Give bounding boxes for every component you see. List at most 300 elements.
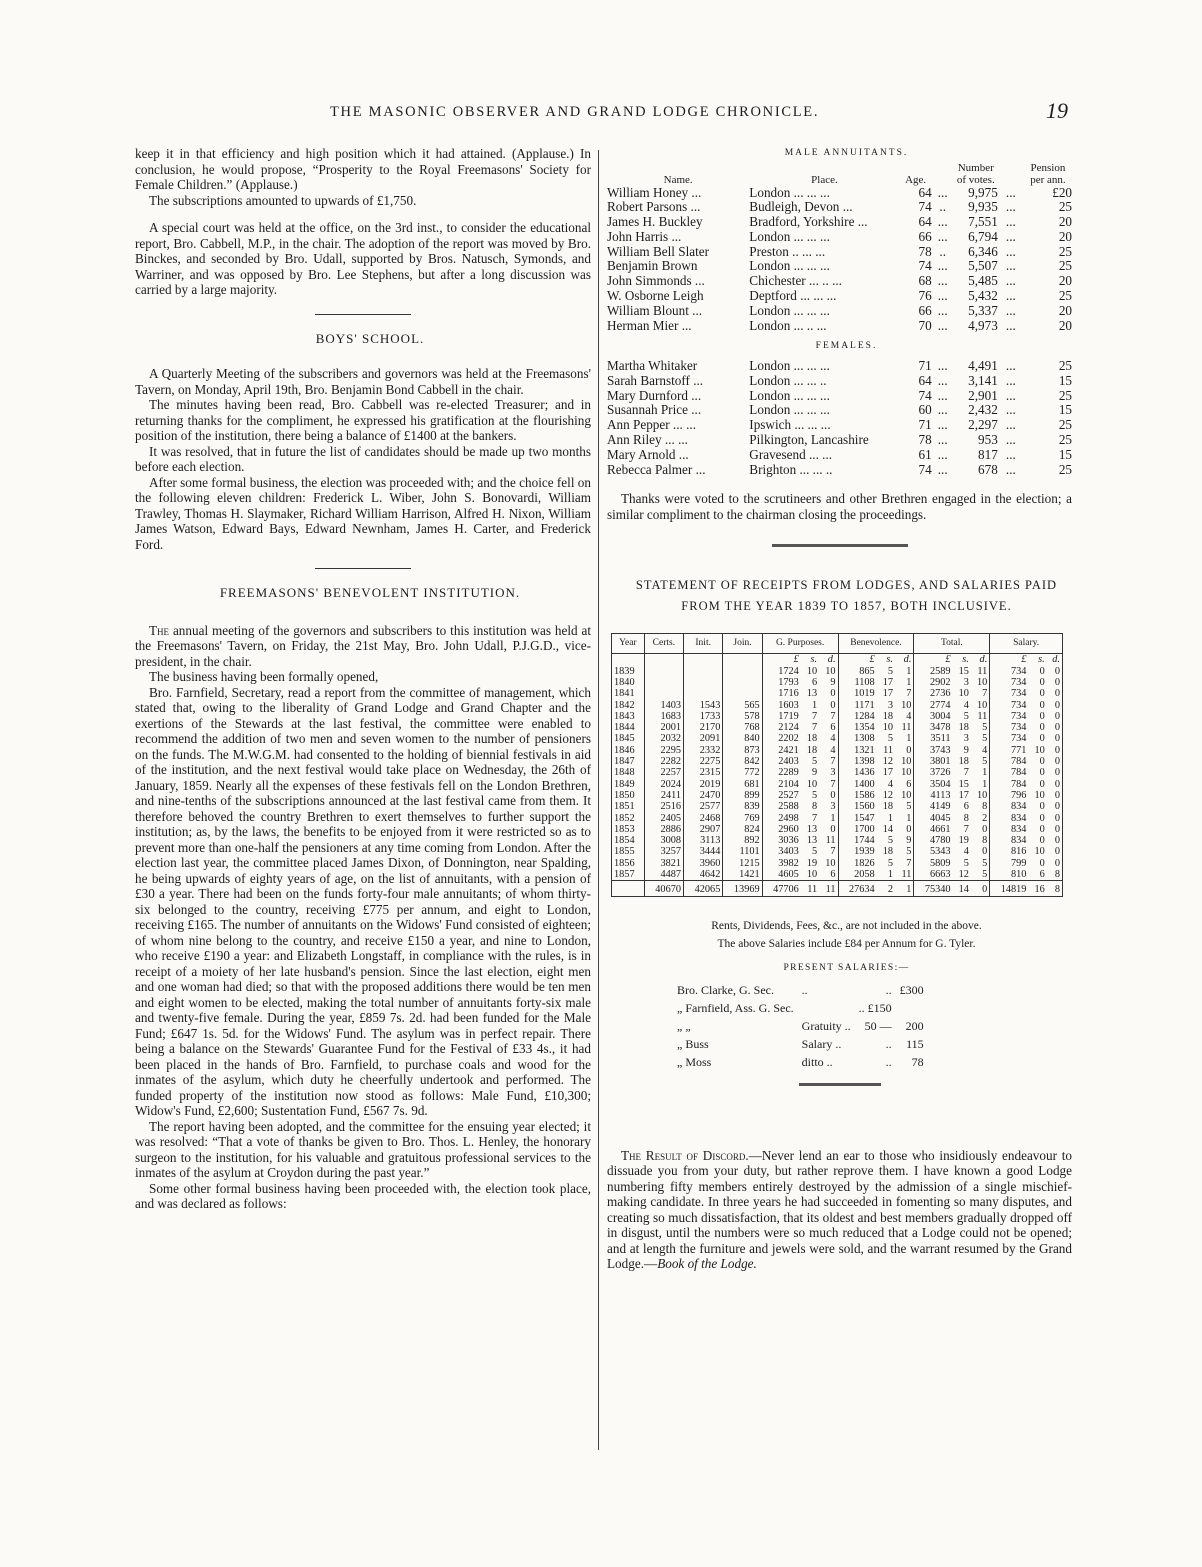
- paragraph: Some other formal business having been proceeded with, the election took place, and was declared as follows:: [135, 1180, 591, 1211]
- leader-dots: ...: [937, 461, 948, 477]
- table-cell: [723, 654, 762, 666]
- column-divider: [598, 150, 599, 1450]
- value-cell: 1: [906, 665, 912, 677]
- value-cell: 0: [1039, 823, 1045, 835]
- annuitant-name: Ann Pepper ... ...: [607, 417, 697, 433]
- annuitant-age: 66: [918, 302, 932, 318]
- value-cell: 0: [1039, 835, 1045, 847]
- value-cell: 7: [830, 756, 836, 768]
- leader-dots: ...: [937, 302, 948, 318]
- note-tyler: The above Salaries include £84 per Annum for G. Tyler.: [717, 938, 976, 951]
- col-votes: Number of votes.: [956, 161, 995, 186]
- paragraph: The business having been formally opened,: [149, 669, 379, 684]
- annuitant-place: Pilkington, Lancashire: [749, 431, 869, 447]
- value-cell: 1547: [838, 813, 877, 824]
- salary-item: Salary ..: [801, 1036, 842, 1051]
- value-cell: 27634: [838, 881, 877, 897]
- value-cell: 565: [723, 700, 762, 711]
- annuitant-place: London ... ... ...: [749, 258, 830, 274]
- annuitant-votes: 4,491: [968, 357, 998, 373]
- publication-title: THE MASONIC OBSERVER AND GRAND LODGE CHRONICLE.: [330, 104, 820, 120]
- unit-label: d.: [903, 654, 912, 666]
- paragraph: It was resolved, that in future the list of candidates should be made up two months before each election.: [135, 443, 591, 474]
- value-cell: 7: [830, 710, 836, 722]
- value-cell: 6: [906, 778, 912, 790]
- value-cell: 13969: [723, 881, 762, 897]
- value-cell: 834: [990, 801, 1029, 812]
- annuitant-votes: 817: [978, 446, 998, 462]
- value-cell: 3004: [914, 711, 953, 722]
- annuitant-place: London ... ... ...: [749, 184, 830, 200]
- paragraph: annual meeting of the governors and subscribers to this institution was held at the Freemasons' Tavern, on Friday, the 21st May, Bro. John Udall, P.J.G.D., vice-president, in the chair.: [135, 622, 591, 669]
- leader-dots: ...: [937, 214, 948, 230]
- salary-mid: .. £150: [858, 1000, 892, 1015]
- value-cell: 1586: [838, 790, 877, 801]
- annuitant-age: 66: [918, 228, 932, 244]
- table-row: [612, 666, 1063, 677]
- annuitant-pension: 20: [1058, 317, 1072, 333]
- annuitant-age: 68: [918, 273, 932, 289]
- value-cell: 7: [982, 688, 988, 700]
- value-cell: [723, 666, 762, 677]
- leader-dots: ...: [1005, 417, 1016, 433]
- value-cell: 1939: [838, 846, 877, 857]
- running-header: [0, 100, 1202, 128]
- annuitant-place: London ... .. ...: [749, 317, 827, 333]
- value-cell: 0: [1039, 722, 1045, 734]
- value-cell: 10: [901, 789, 912, 801]
- table-row: [612, 711, 1063, 722]
- leader-dots: ...: [1005, 214, 1016, 230]
- salary-row: [673, 999, 928, 1017]
- note-rents: Rents, Dividends, Fees, &c., are not included in the above.: [711, 920, 982, 933]
- annuitant-row: [607, 289, 1072, 304]
- year-cell: 1848: [612, 767, 645, 778]
- value-cell: 0: [1047, 813, 1063, 824]
- column-header: Year: [612, 634, 645, 654]
- value-cell: 8: [982, 801, 988, 813]
- value-cell: 1: [906, 812, 912, 824]
- value-cell: 9: [963, 744, 969, 756]
- value-cell: 2405: [644, 813, 683, 824]
- value-cell: 7: [906, 857, 912, 869]
- value-cell: 1215: [723, 858, 762, 869]
- value-cell: 10: [806, 868, 818, 880]
- annuitant-name: Ann Riley ... ...: [607, 431, 688, 447]
- annuitant-votes: 2,432: [968, 402, 998, 418]
- leader-dots: ...: [1005, 461, 1016, 477]
- salary-holder: „ „: [677, 1018, 691, 1033]
- value-cell: 1171: [838, 700, 877, 711]
- annuitant-age: 78: [918, 431, 932, 447]
- value-cell: 3504: [914, 779, 953, 790]
- annuitant-votes: 3,141: [968, 372, 998, 388]
- annuitant-pension: 25: [1058, 288, 1072, 304]
- annuitant-age: 61: [918, 446, 932, 462]
- salary-holder: „ Moss: [677, 1054, 712, 1069]
- value-cell: 5343: [914, 846, 953, 857]
- unit-label: £: [838, 654, 877, 666]
- value-cell: 816: [990, 846, 1029, 857]
- column-header: Certs.: [644, 634, 683, 654]
- leader-dots: ..: [939, 243, 946, 259]
- leader-dots: ...: [937, 431, 948, 447]
- value-cell: 5: [963, 710, 969, 722]
- annuitant-name: William Honey ...: [607, 184, 702, 200]
- salary-amount: 115: [906, 1036, 924, 1051]
- value-cell: 6: [830, 868, 836, 880]
- col-place: Place.: [811, 173, 838, 186]
- value-cell: 18: [882, 801, 893, 813]
- male-annuitants-rows: [607, 186, 1072, 334]
- value-cell: 7: [811, 812, 818, 824]
- value-cell: 5: [887, 733, 893, 745]
- value-cell: 10: [976, 699, 988, 711]
- value-cell: 1733: [684, 711, 723, 722]
- annuitant-place: Preston .. ... ...: [749, 243, 826, 259]
- value-cell: 2257: [644, 767, 683, 778]
- value-cell: 2774: [914, 700, 953, 711]
- table-row: [612, 790, 1063, 801]
- salary-holder: Bro. Clarke, G. Sec.: [677, 982, 774, 997]
- value-cell: 842: [723, 756, 762, 767]
- value-cell: 10: [882, 722, 893, 734]
- value-cell: 7: [811, 722, 818, 734]
- value-cell: 13: [806, 823, 818, 835]
- value-cell: 1398: [838, 756, 877, 767]
- value-cell: 0: [1047, 846, 1063, 857]
- value-cell: [723, 677, 762, 688]
- salary-mid: 50 —: [864, 1018, 892, 1033]
- column-header: Benevolence.: [838, 634, 914, 654]
- annuitant-pension: 25: [1058, 357, 1072, 373]
- annuitant-place: Chichester ... .. ...: [749, 273, 842, 289]
- value-cell: 0: [1047, 677, 1063, 688]
- value-cell: 0: [830, 789, 836, 801]
- value-cell: 2: [877, 881, 895, 897]
- value-cell: 2577: [684, 801, 723, 812]
- unit-label: £: [990, 654, 1029, 666]
- value-cell: 2058: [838, 869, 877, 881]
- salary-amount: £300: [899, 982, 924, 997]
- section-heading-benevolent-institution: FREEMASONS' BENEVOLENT INSTITUTION.: [219, 585, 521, 600]
- table-cell: [612, 654, 645, 666]
- units-row: [612, 654, 1063, 666]
- value-cell: 0: [1039, 857, 1045, 869]
- leader-dots: ...: [1005, 402, 1016, 418]
- year-cell: 1857: [612, 869, 645, 881]
- value-cell: 1400: [838, 779, 877, 790]
- annuitant-votes: 2,297: [968, 417, 998, 433]
- value-cell: 3478: [914, 722, 953, 733]
- salary-mid: ..: [885, 982, 892, 997]
- annuitant-row: [607, 448, 1072, 463]
- salary-item: ..: [801, 982, 808, 997]
- value-cell: 13: [806, 835, 818, 847]
- value-cell: 4642: [684, 869, 723, 881]
- value-cell: 16: [1028, 881, 1046, 897]
- annuitant-pension: 15: [1058, 372, 1072, 388]
- value-cell: 10: [901, 699, 912, 711]
- paragraph: Thanks were voted to the scrutineers and other Brethren engaged in the election; a similar compliment to the chairman closing the proceedings.: [607, 491, 1072, 522]
- value-cell: 796: [990, 790, 1029, 801]
- value-cell: 834: [990, 824, 1029, 835]
- year-cell: 1843: [612, 711, 645, 722]
- col-age: Age.: [905, 173, 927, 186]
- annuitant-name: Benjamin Brown: [607, 258, 698, 274]
- value-cell: 2001: [644, 722, 683, 733]
- value-cell: 3511: [914, 733, 953, 744]
- salary-row: [673, 981, 928, 999]
- leader-dots: ...: [1005, 357, 1016, 373]
- annuitant-pension: 25: [1058, 199, 1072, 215]
- annuitant-place: London ... ... ...: [749, 228, 830, 244]
- salary-mid: ..: [885, 1036, 892, 1051]
- discord-heading: The Result of Discord.: [621, 1147, 749, 1163]
- value-cell: 4: [963, 699, 969, 711]
- value-cell: 11: [825, 835, 836, 847]
- value-cell: [644, 688, 683, 699]
- annuitant-row: [607, 463, 1072, 478]
- value-cell: 14: [953, 881, 971, 897]
- value-cell: 824: [723, 824, 762, 835]
- value-cell: 2315: [684, 767, 723, 778]
- value-cell: 873: [723, 745, 762, 756]
- value-cell: 0: [1047, 779, 1063, 790]
- unit-label: s.: [1038, 654, 1045, 666]
- value-cell: 0: [1047, 688, 1063, 699]
- leader-dots: ...: [1005, 258, 1016, 274]
- value-cell: 2289: [762, 767, 801, 778]
- value-cell: 7: [830, 846, 836, 858]
- male-annuitants-table: [607, 162, 1072, 334]
- annuitant-votes: 5,485: [968, 273, 998, 289]
- value-cell: 0: [830, 823, 836, 835]
- table-row: [612, 700, 1063, 711]
- value-cell: 0: [971, 881, 990, 897]
- table-cell: [684, 654, 723, 666]
- value-cell: 799: [990, 858, 1029, 869]
- value-cell: [644, 666, 683, 677]
- value-cell: 4487: [644, 869, 683, 881]
- value-cell: 0: [1047, 767, 1063, 778]
- salary-item: [798, 999, 855, 1017]
- value-cell: 0: [1039, 756, 1045, 768]
- annuitant-age: 74: [918, 461, 932, 477]
- value-cell: 4: [982, 744, 988, 756]
- section-heading-boys-school: BOYS' SCHOOL.: [315, 330, 425, 346]
- value-cell: 10: [825, 857, 836, 869]
- annuitant-pension: 25: [1058, 417, 1072, 433]
- paragraph: keep it in that efficiency and high position which it had attained. (Applause.) In conclusion, he would propose, “Prosperity to the Royal Freemasons' Society for Female Children.” (Applause.): [135, 146, 591, 192]
- col-name: Name.: [663, 173, 693, 186]
- value-cell: 1793: [762, 677, 801, 688]
- annuitant-place: Budleigh, Devon ...: [749, 199, 853, 215]
- value-cell: 4605: [762, 869, 801, 881]
- value-cell: 2411: [644, 790, 683, 801]
- annuitant-row: [607, 259, 1072, 274]
- value-cell: 4149: [914, 801, 953, 812]
- value-cell: 734: [990, 733, 1029, 744]
- value-cell: 1: [982, 767, 988, 779]
- value-cell: 12: [882, 789, 893, 801]
- value-cell: 5809: [914, 858, 953, 869]
- col-pension: Pension per ann.: [1030, 161, 1066, 186]
- annuitant-votes: 4,973: [968, 317, 998, 333]
- value-cell: 578: [723, 711, 762, 722]
- value-cell: 3: [830, 801, 836, 813]
- salary-amount: 200: [905, 1018, 924, 1033]
- annuitant-pension: 25: [1058, 461, 1072, 477]
- annuitant-row: [607, 200, 1072, 215]
- value-cell: 2024: [644, 779, 683, 790]
- value-cell: 4: [906, 710, 912, 722]
- salary-row: [673, 1053, 928, 1071]
- paragraph: A Quarterly Meeting of the subscribers and governors was held at the Freemasons' Tavern, on Monday, April 19th, Bro. Benjamin Bond Cabbell in the chair.: [135, 366, 591, 397]
- leader-dots: ...: [1005, 199, 1016, 215]
- value-cell: 17: [882, 767, 893, 779]
- annuitant-pension: £20: [1052, 184, 1072, 200]
- value-cell: [684, 666, 723, 677]
- annuitant-place: Ipswich ... ... ...: [749, 417, 831, 433]
- value-cell: 734: [990, 700, 1029, 711]
- salary-amount: [896, 999, 928, 1017]
- annuitant-pension: 20: [1058, 228, 1072, 244]
- value-cell: 734: [990, 677, 1029, 688]
- value-cell: 10: [806, 665, 818, 677]
- annuitant-place: London ... ... ...: [749, 402, 830, 418]
- value-cell: 0: [1047, 711, 1063, 722]
- table-row: [612, 801, 1063, 812]
- value-cell: 8: [1047, 881, 1063, 897]
- annuitant-name: Susannah Price ...: [607, 402, 702, 418]
- value-cell: 840: [723, 733, 762, 744]
- value-cell: 8: [982, 835, 988, 847]
- value-cell: 3036: [762, 835, 801, 846]
- annuitant-row: [607, 215, 1072, 230]
- value-cell: 734: [990, 666, 1029, 677]
- value-cell: 734: [990, 711, 1029, 722]
- value-cell: 0: [1047, 824, 1063, 835]
- column-header: Join.: [723, 634, 762, 654]
- value-cell: 865: [838, 666, 877, 677]
- leader-dots: ...: [937, 317, 948, 333]
- annuitant-row: [607, 389, 1072, 404]
- salary-amount: 78: [911, 1054, 924, 1069]
- value-cell: [723, 688, 762, 699]
- annuitant-name: John Harris ...: [607, 228, 682, 244]
- value-cell: 2516: [644, 801, 683, 812]
- paragraph: —Never lend an ear to those who insidiously endeavour to dissuade you from your duty, but rather reprove them. I have known a good Lodge numbering fifty members entirely destroyed by the admission of a single mischief-making candidate. In three years he had succeeded in fomenting so many disputes, and creating so much dissatisfaction, that its oldest and best members gradually dropped off in disgust, until the numbers were so much reduced that a Lodge could not be opened; and at length the furniture and jewels were sold, and the warrant resumed by the Grand Lodge.—: [607, 1147, 1072, 1272]
- year-cell: 1855: [612, 846, 645, 857]
- value-cell: 1354: [838, 722, 877, 733]
- annuitant-place: London ... ... ...: [749, 387, 830, 403]
- leader-dots: ..: [939, 199, 946, 215]
- value-cell: 19: [958, 835, 969, 847]
- leader-dots: ...: [1005, 228, 1016, 244]
- annuitant-row: [607, 359, 1072, 374]
- value-cell: 11: [883, 744, 893, 756]
- annuitant-age: 71: [918, 417, 932, 433]
- value-cell: 3403: [762, 846, 801, 857]
- value-cell: 2091: [684, 733, 723, 744]
- value-cell: 15: [958, 778, 969, 790]
- annuitant-name: W. Osborne Leigh: [607, 288, 704, 304]
- table-row: [612, 767, 1063, 778]
- value-cell: 1284: [838, 711, 877, 722]
- table-row: [612, 858, 1063, 869]
- leader-dots: ...: [1005, 387, 1016, 403]
- female-annuitants-table: [607, 359, 1072, 477]
- value-cell: 772: [723, 767, 762, 778]
- value-cell: 2295: [644, 745, 683, 756]
- paragraph: The minutes having been read, Bro. Cabbell was re-elected Treasurer; and in returning thanks for the compliment, he expressed his gratification at the flourishing position of the institution, there being a balance of £1400 at the bankers.: [135, 397, 591, 443]
- annuitant-age: 70: [918, 317, 932, 333]
- table-cell: [644, 654, 683, 666]
- value-cell: 0: [1047, 722, 1063, 733]
- year-cell: 1849: [612, 779, 645, 790]
- value-cell: 4: [963, 846, 969, 858]
- value-cell: 2332: [684, 745, 723, 756]
- table-row: [612, 677, 1063, 688]
- value-cell: 1: [895, 881, 914, 897]
- value-cell: 2736: [914, 688, 953, 699]
- annuitant-place: Deptford ... ... ...: [749, 288, 837, 304]
- annuitant-age: 74: [918, 258, 932, 274]
- value-cell: 0: [1047, 835, 1063, 846]
- value-cell: 17: [882, 676, 893, 688]
- column-header: Salary.: [990, 634, 1063, 654]
- value-cell: 10: [976, 789, 988, 801]
- value-cell: 0: [830, 688, 836, 700]
- male-annuitants-heading: MALE ANNUITANTS.: [784, 148, 909, 158]
- value-cell: 2032: [644, 733, 683, 744]
- value-cell: 5: [811, 756, 818, 768]
- value-cell: 6: [963, 801, 969, 813]
- annuitant-place: Brighton ... ... ..: [749, 461, 833, 477]
- value-cell: 8: [811, 801, 818, 813]
- annuitant-name: William Bell Slater: [607, 243, 710, 259]
- leader-dots: ...: [937, 372, 948, 388]
- value-cell: 2589: [914, 666, 953, 677]
- value-cell: 1724: [762, 666, 801, 677]
- year-cell: 1850: [612, 790, 645, 801]
- value-cell: 18: [958, 756, 969, 768]
- right-column: [607, 146, 1072, 1272]
- value-cell: 10: [976, 676, 988, 688]
- value-cell: 7: [963, 823, 969, 835]
- value-cell: 10: [1034, 789, 1045, 801]
- annuitant-row: [607, 319, 1072, 334]
- value-cell: 1321: [838, 745, 877, 756]
- statement-title-line-2: FROM THE YEAR 1839 TO 1857, BOTH INCLUSIVE.: [681, 599, 1012, 614]
- value-cell: 1421: [723, 869, 762, 881]
- value-cell: 0: [1039, 699, 1045, 711]
- table-row: [612, 824, 1063, 835]
- annuitant-age: 78: [918, 243, 932, 259]
- value-cell: 2282: [644, 756, 683, 767]
- annuitant-name: Sarah Barnstoff ...: [607, 372, 704, 388]
- paragraph: A special court was held at the office, on the 3rd inst., to consider the educational report, Bro. Cabbell, M.P., in the chair. The adoption of the report was moved by Bro. Binckes, and seconded by Bro. Udall, supported by Bros. Natusch, Symonds, and Warriner, and was opposed by Bro. Lee Stephens, but after a long discussion was carried by a large majority.: [135, 220, 591, 297]
- annuitant-age: 64: [918, 372, 932, 388]
- table-row: [612, 745, 1063, 756]
- lead-word: The: [149, 622, 170, 638]
- value-cell: 1: [887, 812, 893, 824]
- value-cell: 784: [990, 779, 1029, 790]
- table-row: [612, 722, 1063, 733]
- year-cell: 1840: [612, 677, 645, 688]
- receipts-salaries-table: [611, 633, 1063, 897]
